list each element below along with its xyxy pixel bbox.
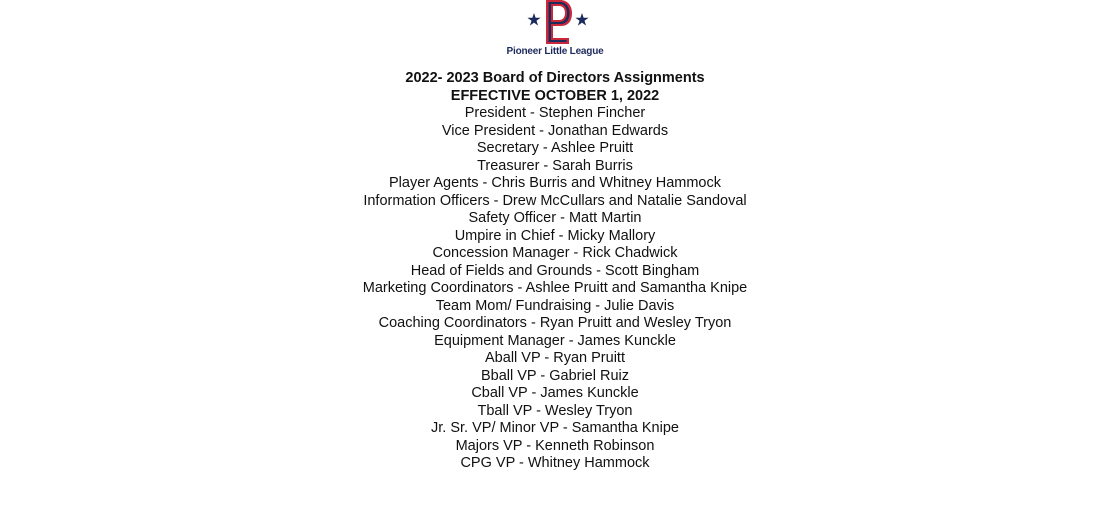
star-icon <box>527 13 540 26</box>
list-item: Team Mom/ Fundraising - Julie Davis <box>435 297 675 314</box>
list-item: Umpire in Chief - Micky Mallory <box>454 227 656 244</box>
list-item: CPG VP - Whitney Hammock <box>460 455 650 471</box>
list-item: Cball VP - James Kunckle <box>471 385 639 401</box>
assignment-list <box>0 105 1110 473</box>
logo-wordmark: Pioneer Little League <box>506 46 604 57</box>
list-item: Head of Fields and Grounds - Scott Bingham <box>410 262 700 279</box>
document-title: 2022- 2023 Board of Directors Assignments <box>405 70 705 86</box>
list-item: Bball VP - Gabriel Ruiz <box>480 367 630 384</box>
list-item: Safety Officer - Matt Martin <box>468 210 642 226</box>
pl-monogram-icon <box>505 0 605 46</box>
list-item: Secretary - Ashlee Pruitt <box>476 140 634 156</box>
list-item: Player Agents - Chris Burris and Whitney Hammock <box>389 175 721 191</box>
list-item: Marketing Coordinators - Ashlee Pruitt and Samantha Knipe <box>362 280 748 296</box>
list-item: Treasurer - Sarah Burris <box>477 157 633 174</box>
league-logo <box>505 0 605 64</box>
list-item: Coaching Coordinators - Ryan Pruitt and Wesley Tryon <box>378 315 732 331</box>
effective-date: EFFECTIVE OCTOBER 1, 2022 <box>450 87 660 104</box>
star-icon <box>575 13 588 26</box>
list-item: President - Stephen Fincher <box>464 105 646 121</box>
list-item: Aball VP - Ryan Pruitt <box>485 350 625 366</box>
list-item: Vice President - Jonathan Edwards <box>441 122 669 139</box>
list-item: Information Officers - Drew McCullars and Natalie Sandoval <box>363 192 747 209</box>
list-item: Equipment Manager - James Kunckle <box>434 332 676 349</box>
list-item: Jr. Sr. VP/ Minor VP - Samantha Knipe <box>431 420 679 436</box>
list-item: Majors VP - Kenneth Robinson <box>455 437 655 454</box>
list-item: Concession Manager - Rick Chadwick <box>432 245 678 261</box>
list-item: Tball VP - Wesley Tryon <box>477 402 633 419</box>
